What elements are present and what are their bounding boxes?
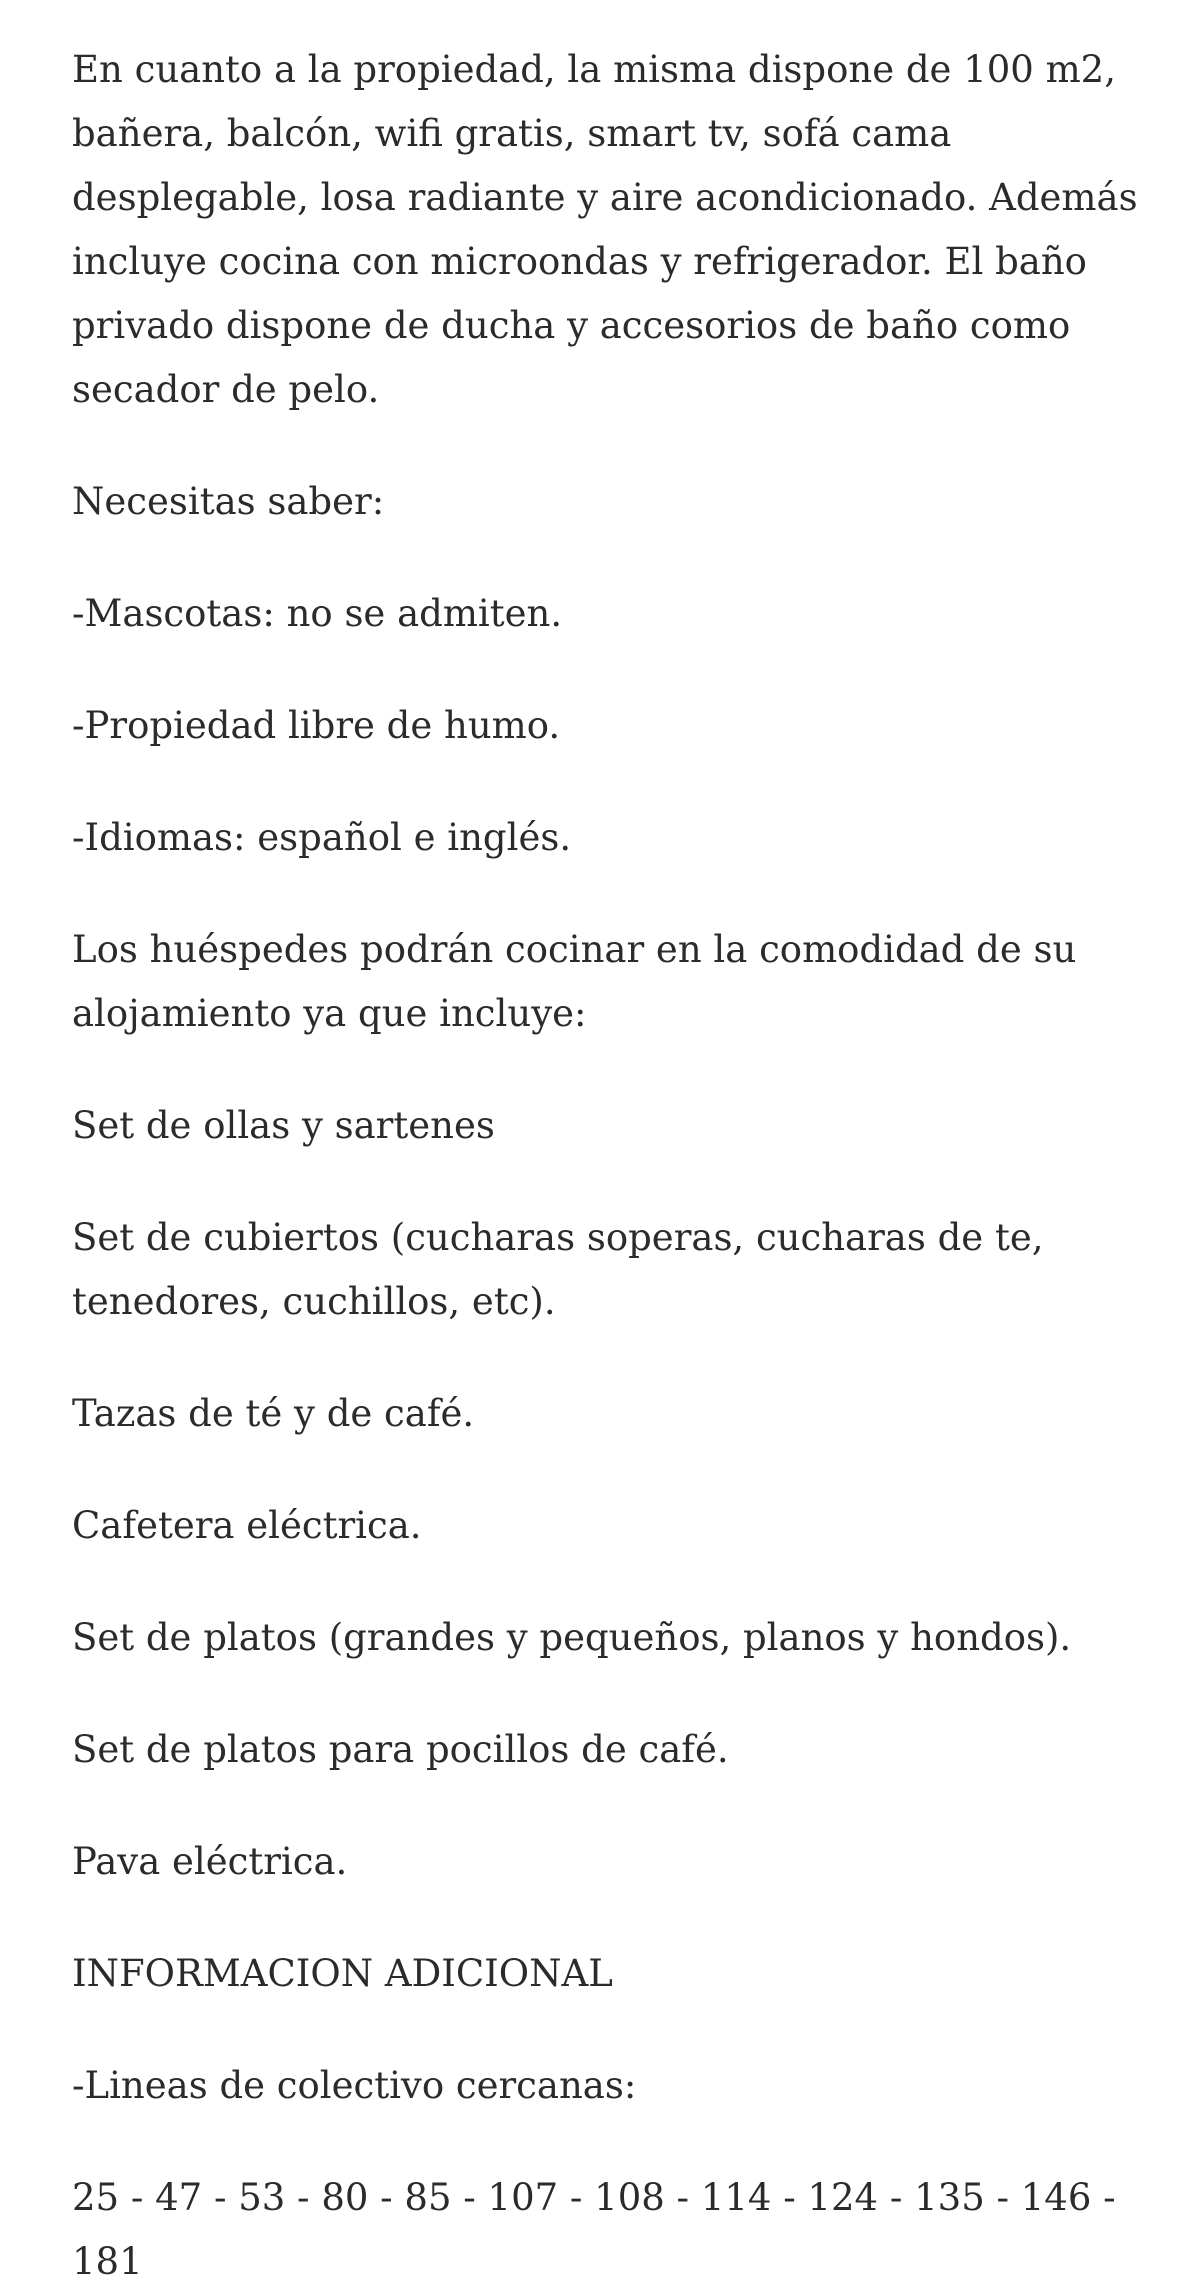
bus-lines-list: 25 - 47 - 53 - 80 - 85 - 107 - 108 - 114 - 124 - 135 - 146 - 181	[72, 2176, 1116, 2283]
property-description: En cuanto a la propiedad, la misma dispone de 100 m2, bañera, balcón, wifi gratis, smart tv, sofá cama desplegable, losa radiante y aire acondicionado. Además incluye cocina con microondas y refrigerador. El baño privado dispone de ducha y accesorios de baño como secador de pelo.	[72, 48, 1138, 411]
additional-info-heading: INFORMACION ADICIONAL	[72, 1952, 613, 1995]
kitchen-item-cups: Tazas de té y de café.	[72, 1392, 475, 1435]
kitchen-item-pots: Set de ollas y sartenes	[72, 1104, 495, 1147]
languages-info: -Idiomas: español e inglés.	[72, 816, 572, 859]
need-to-know-heading: Necesitas saber:	[72, 480, 385, 523]
bus-lines-label: -Lineas de colectivo cercanas:	[72, 2064, 637, 2107]
kitchen-item-plates: Set de platos (grandes y pequeños, planos y hondos).	[72, 1616, 1072, 1659]
kitchen-item-cutlery: Set de cubiertos (cucharas soperas, cucharas de te, tenedores, cuchillos, etc).	[72, 1216, 1044, 1323]
kitchen-item-kettle: Pava eléctrica.	[72, 1840, 348, 1883]
kitchen-item-coffee-maker: Cafetera eléctrica.	[72, 1504, 422, 1547]
pets-rule: -Mascotas: no se admiten.	[72, 592, 563, 635]
kitchen-item-saucers: Set de platos para pocillos de café.	[72, 1728, 729, 1771]
kitchen-intro: Los huéspedes podrán cocinar en la comodidad de su alojamiento ya que incluye:	[72, 928, 1077, 1035]
article-body	[72, 38, 1152, 2294]
smoke-free-rule: -Propiedad libre de humo.	[72, 704, 561, 747]
